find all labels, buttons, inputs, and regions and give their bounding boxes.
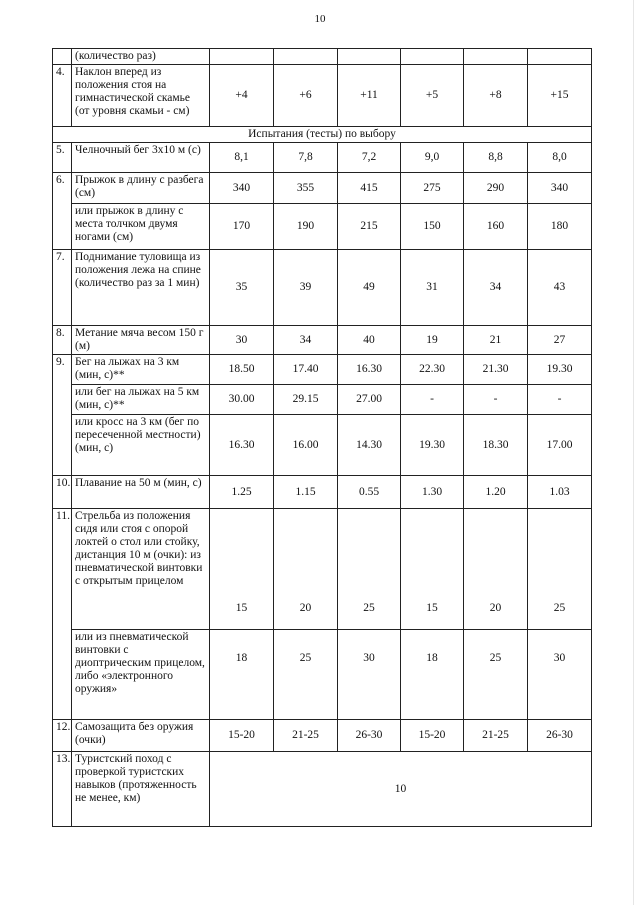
- value-cell: 19.30: [528, 355, 592, 385]
- table-row: [53, 173, 592, 204]
- value-cell: 29.15: [274, 385, 338, 415]
- value-cell: 16.30: [210, 415, 274, 476]
- value-cell: 8,0: [528, 143, 592, 173]
- table-row: [53, 509, 592, 630]
- value-cell: 7,2: [338, 143, 401, 173]
- table-row: [53, 355, 592, 385]
- test-name: или прыжок в длину с места толчком двумя ногами (см): [72, 204, 210, 250]
- test-name: Наклон вперед из положения стоя на гимнастической скамье (от уровня скамьи - см): [72, 65, 210, 127]
- row-number-empty: [53, 49, 72, 65]
- value-cell: 43: [528, 250, 592, 326]
- value-cell: -: [464, 385, 528, 415]
- test-name: (количество раз): [72, 49, 210, 65]
- value-cell: 340: [528, 173, 592, 204]
- table-row: [53, 49, 592, 65]
- value-cell: 15-20: [401, 720, 464, 752]
- value-cell: 8,1: [210, 143, 274, 173]
- table-row: [53, 65, 592, 127]
- value-cell: 18: [210, 630, 274, 720]
- norms-table: [52, 48, 592, 827]
- test-name: Туристский поход с проверкой туристских навыков (протяженность не менее, км): [72, 752, 210, 827]
- value-cell: 18.30: [464, 415, 528, 476]
- value-cell: 21: [464, 326, 528, 355]
- value-cell: +11: [338, 65, 401, 127]
- test-name: Поднимание туловища из положения лежа на спине (количество раз за 1 мин): [72, 250, 210, 326]
- value-cell: 30: [338, 630, 401, 720]
- value-cell: 27.00: [338, 385, 401, 415]
- value-cell: 17.00: [528, 415, 592, 476]
- value-cell: 160: [464, 204, 528, 250]
- row-number: 13.: [53, 752, 72, 827]
- row-number: 12.: [53, 720, 72, 752]
- value-cell: 415: [338, 173, 401, 204]
- table-row: [53, 385, 592, 415]
- value-cell: 9,0: [401, 143, 464, 173]
- merged-value-cell: 10: [210, 752, 592, 827]
- table-row: [53, 752, 592, 827]
- table-row: [53, 476, 592, 509]
- row-number: 6.: [53, 173, 72, 250]
- value-cell: 20: [274, 509, 338, 630]
- value-cell: 180: [528, 204, 592, 250]
- value-cell: 14.30: [338, 415, 401, 476]
- test-name: или из пневматической винтовки с диоптрическим прицелом, либо «электронного оружия»: [72, 630, 210, 720]
- value-cell: 16.00: [274, 415, 338, 476]
- value-cell: 27: [528, 326, 592, 355]
- value-cell: 25: [464, 630, 528, 720]
- row-number: 11.: [53, 509, 72, 720]
- value-cell-empty: [274, 49, 338, 65]
- value-cell: 26-30: [528, 720, 592, 752]
- row-number: 8.: [53, 326, 72, 355]
- value-cell-empty: [338, 49, 401, 65]
- value-cell: 18: [401, 630, 464, 720]
- value-cell: 18.50: [210, 355, 274, 385]
- value-cell: 275: [401, 173, 464, 204]
- row-number: 5.: [53, 143, 72, 173]
- value-cell: 16.30: [338, 355, 401, 385]
- value-cell: 1.15: [274, 476, 338, 509]
- value-cell: 25: [528, 509, 592, 630]
- value-cell: 25: [274, 630, 338, 720]
- test-name: Самозащита без оружия (очки): [72, 720, 210, 752]
- value-cell: 20: [464, 509, 528, 630]
- value-cell: -: [528, 385, 592, 415]
- test-name: Стрельба из положения сидя или стоя с опорой локтей о стол или стойку, дистанция 10 м (очки): из пневматической винтовки с открытым прицелом: [72, 509, 210, 630]
- value-cell-empty: [210, 49, 274, 65]
- value-cell: 290: [464, 173, 528, 204]
- value-cell: 30: [210, 326, 274, 355]
- value-cell: 15: [401, 509, 464, 630]
- test-name: Метание мяча весом 150 г (м): [72, 326, 210, 355]
- table-row: [53, 326, 592, 355]
- value-cell-empty: [464, 49, 528, 65]
- value-cell: 15: [210, 509, 274, 630]
- test-name: Бег на лыжах на 3 км (мин, с)**: [72, 355, 210, 385]
- value-cell: 49: [338, 250, 401, 326]
- value-cell: 19: [401, 326, 464, 355]
- value-cell: 30.00: [210, 385, 274, 415]
- value-cell: +5: [401, 65, 464, 127]
- value-cell: 15-20: [210, 720, 274, 752]
- value-cell: 1.30: [401, 476, 464, 509]
- value-cell: 31: [401, 250, 464, 326]
- table-row: [53, 630, 592, 720]
- test-name: Челночный бег 3x10 м (с): [72, 143, 210, 173]
- value-cell: +15: [528, 65, 592, 127]
- row-number: 9.: [53, 355, 72, 476]
- scan-edge-line: [633, 0, 634, 905]
- test-name: или бег на лыжах на 5 км (мин, с)**: [72, 385, 210, 415]
- value-cell: 34: [464, 250, 528, 326]
- value-cell: +6: [274, 65, 338, 127]
- value-cell: 34: [274, 326, 338, 355]
- table-row: [53, 415, 592, 476]
- value-cell: -: [401, 385, 464, 415]
- value-cell-empty: [528, 49, 592, 65]
- value-cell: 7,8: [274, 143, 338, 173]
- value-cell: 0.55: [338, 476, 401, 509]
- page-number: 10: [314, 13, 326, 25]
- value-cell: 21.30: [464, 355, 528, 385]
- value-cell: 35: [210, 250, 274, 326]
- value-cell-empty: [401, 49, 464, 65]
- value-cell: +8: [464, 65, 528, 127]
- value-cell: 170: [210, 204, 274, 250]
- section-title: Испытания (тесты) по выбору: [53, 127, 592, 143]
- row-number: 4.: [53, 65, 72, 127]
- value-cell: 17.40: [274, 355, 338, 385]
- value-cell: 150: [401, 204, 464, 250]
- table-row: [53, 250, 592, 326]
- value-cell: 30: [528, 630, 592, 720]
- test-name: или кросс на 3 км (бег по пересеченной местности) (мин, с): [72, 415, 210, 476]
- table-row: [53, 143, 592, 173]
- test-name: Прыжок в длину с разбега (см): [72, 173, 210, 204]
- test-name: Плавание на 50 м (мин, с): [72, 476, 210, 509]
- table-row: [53, 127, 592, 143]
- value-cell: 39: [274, 250, 338, 326]
- row-number: 7.: [53, 250, 72, 326]
- value-cell: 215: [338, 204, 401, 250]
- value-cell: 1.20: [464, 476, 528, 509]
- value-cell: 26-30: [338, 720, 401, 752]
- value-cell: 40: [338, 326, 401, 355]
- value-cell: 19.30: [401, 415, 464, 476]
- row-number: 10.: [53, 476, 72, 509]
- value-cell: 340: [210, 173, 274, 204]
- value-cell: 25: [338, 509, 401, 630]
- value-cell: 21-25: [274, 720, 338, 752]
- value-cell: 8,8: [464, 143, 528, 173]
- value-cell: +4: [210, 65, 274, 127]
- table-row: [53, 204, 592, 250]
- table-row: [53, 720, 592, 752]
- value-cell: 22.30: [401, 355, 464, 385]
- value-cell: 1.25: [210, 476, 274, 509]
- value-cell: 21-25: [464, 720, 528, 752]
- value-cell: 1.03: [528, 476, 592, 509]
- value-cell: 355: [274, 173, 338, 204]
- value-cell: 190: [274, 204, 338, 250]
